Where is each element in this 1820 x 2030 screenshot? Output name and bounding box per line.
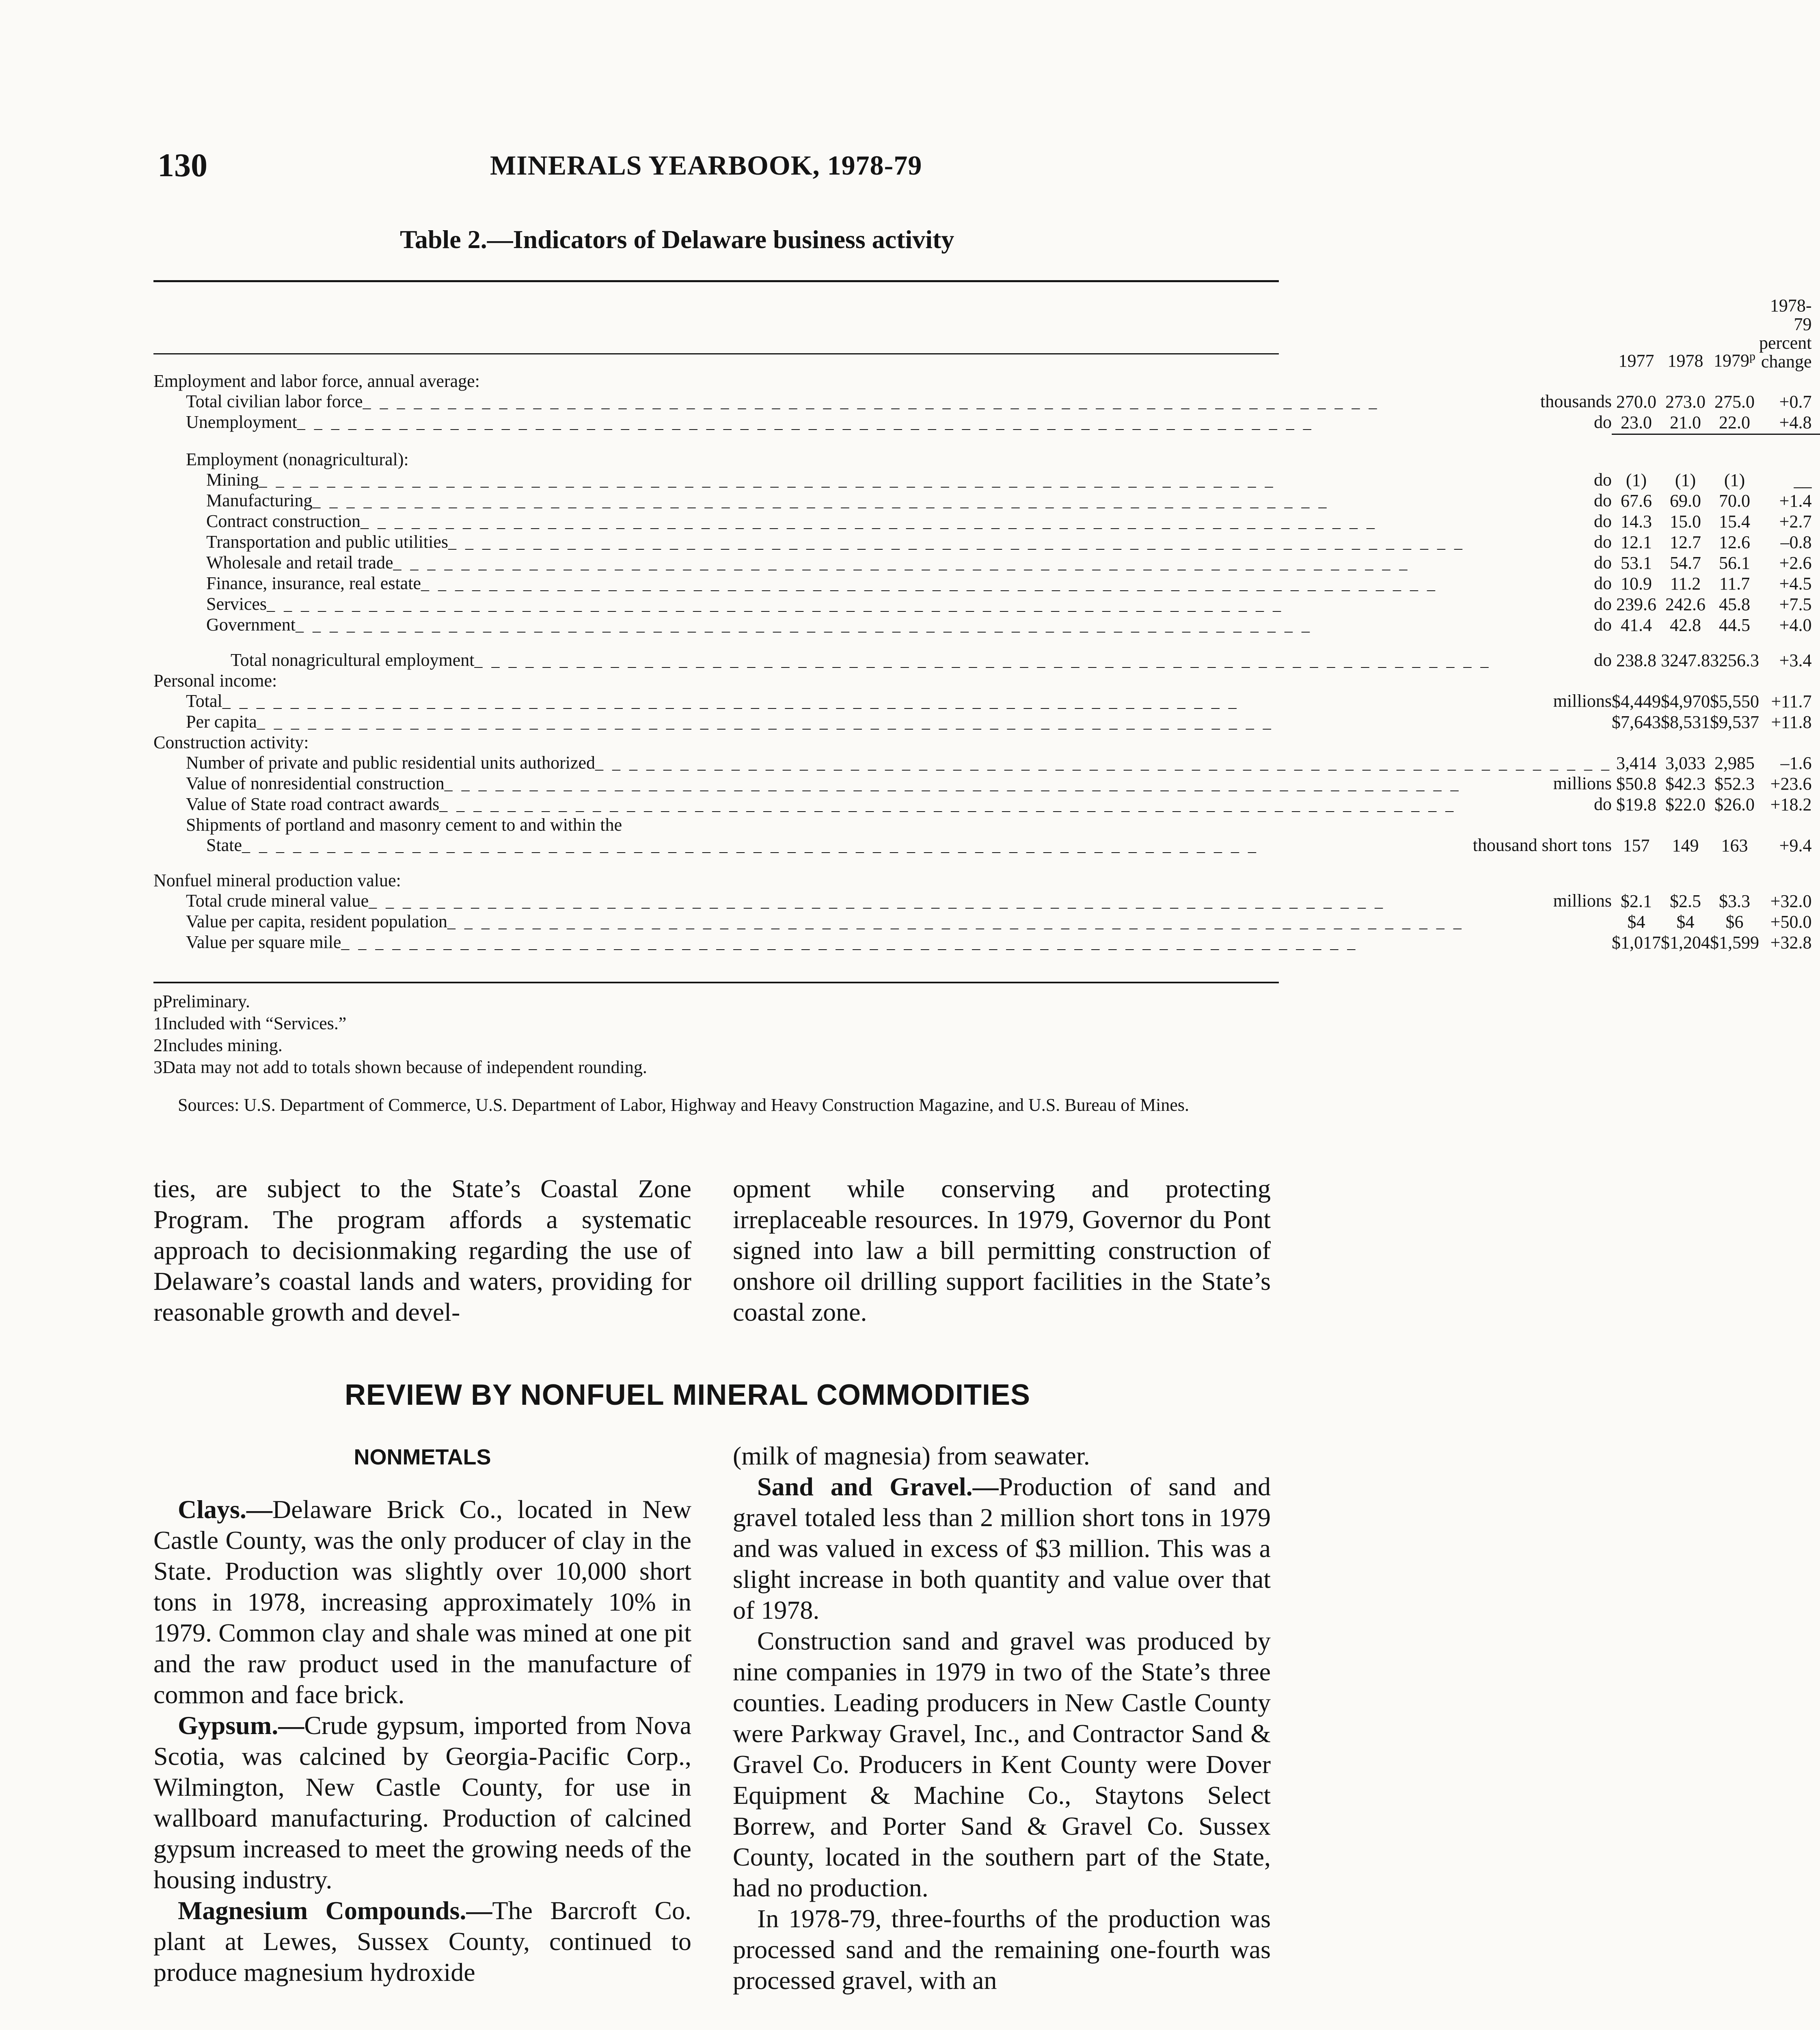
cell-value: 54.7: [1670, 553, 1701, 573]
table-row: [153, 594, 1820, 615]
row-label: Total nonagricultural employment _ _ _ _ _ _ _ _ _ _ _ _ _ _ _ _ _ _ _ _ _ _ _ _ _ _ _ _ _ _ _ _ _ _ _ _ _ _ _ _ _ _ _ _ _ _ _ _ _ _ _ _ _ _ _ _ _ _ _ _ do: [231, 650, 1612, 670]
cell-value: 163: [1721, 836, 1748, 855]
cell-value: 12.6: [1719, 532, 1751, 552]
cell-percent: [1759, 870, 1820, 891]
paragraph-coastal-zone: ties, are subject to the State’s Coastal Zone Program. The program affords a systematic approach to decisionmaking regarding the use of Delaware’s coastal lands and waters, providing for reasonable growth and devel-: [153, 1174, 691, 1326]
table-row: [153, 470, 1820, 490]
cell-value: 149: [1672, 836, 1699, 855]
cell-percent: +7.5: [1779, 594, 1812, 614]
header-1979: 1979$^p$: [1714, 350, 1756, 371]
right-column-bottom: [733, 1440, 1271, 1996]
table-row: [153, 391, 1820, 412]
row-label: Number of private and public residential units authorized _ _ _ _ _ _ _ _ _ _ _ _ _ _ _ _ _ _ _ _ _ _ _ _ _ _ _ _ _ _ _ _ _ _ _ _ _ _ _ _ _ _ _ _ _ _ _ _ _ _ _ _ _ _ _ _ _ _ _ _: [186, 753, 1612, 773]
row-label: Shipments of portland and masonry cement to and within the: [186, 815, 622, 835]
table-row: [153, 712, 1820, 732]
cell-value: 12.7: [1670, 532, 1701, 552]
cell-value: [1612, 371, 1661, 391]
table-row: [153, 891, 1820, 911]
footnote-2: 2Includes mining.: [153, 1035, 283, 1055]
leader-dashes: _ _ _ _ _ _ _ _ _ _ _ _ _ _ _ _ _ _ _ _ _ _ _ _ _ _ _ _ _ _ _ _ _ _ _ _ _ _ _ _ _ _ _ _ _ _ _ _ _ _ _ _ _ _ _ _ _ _ _ _: [474, 651, 1491, 669]
cell-value: 3,414: [1616, 753, 1657, 773]
row-label: Wholesale and retail trade _ _ _ _ _ _ _ _ _ _ _ _ _ _ _ _ _ _ _ _ _ _ _ _ _ _ _ _ _ _ _ _ _ _ _ _ _ _ _ _ _ _ _ _ _ _ _ _ _ _ _ _ _ _ _ _ _ _ _ _ do: [206, 553, 1612, 572]
paragraph-sand-gravel: Sand and Gravel.—Production of sand and gravel totaled less than 2 million short tons in 1979 and was valued in excess of $3 million. This was a slight increase in both quantity and value over that of 1978.: [733, 1472, 1271, 1624]
row-label: Services _ _ _ _ _ _ _ _ _ _ _ _ _ _ _ _ _ _ _ _ _ _ _ _ _ _ _ _ _ _ _ _ _ _ _ _ _ _ _ _ _ _ _ _ _ _ _ _ _ _ _ _ _ _ _ _ _ _ _ _ do: [206, 594, 1612, 614]
cell-value: $1,017: [1612, 933, 1661, 952]
cell-percent: [1759, 449, 1820, 470]
row-unit: do: [1594, 470, 1612, 490]
leader-dashes: _ _ _ _ _ _ _ _ _ _ _ _ _ _ _ _ _ _ _ _ _ _ _ _ _ _ _ _ _ _ _ _ _ _ _ _ _ _ _ _ _ _ _ _ _ _ _ _ _ _ _ _ _ _ _ _ _ _ _ _: [439, 795, 1456, 814]
row-unit: do: [1594, 490, 1612, 510]
row-unit: do: [1594, 553, 1612, 572]
header-1978: 1978: [1667, 351, 1703, 371]
row-unit: do: [1594, 650, 1612, 670]
row-label: Total civilian labor force _ _ _ _ _ _ _ _ _ _ _ _ _ _ _ _ _ _ _ _ _ _ _ _ _ _ _ _ _ _ _ _ _ _ _ _ _ _ _ _ _ _ _ _ _ _ _ _ _ _ _ _ _ _ _ _ _ _ _ _ thousands: [186, 391, 1612, 411]
cell-value: 2,985: [1714, 753, 1755, 773]
cell-value: 270.0: [1616, 392, 1657, 412]
table-row: [153, 490, 1820, 511]
cell-value: $3.3: [1719, 891, 1751, 911]
table-top-rule: [153, 280, 1279, 282]
cell-value: 238.8: [1616, 650, 1657, 670]
cell-percent: +11.8: [1771, 712, 1812, 732]
cell-percent: +11.7: [1771, 691, 1812, 711]
leader-dashes: _ _ _ _ _ _ _ _ _ _ _ _ _ _ _ _ _ _ _ _ _ _ _ _ _ _ _ _ _ _ _ _ _ _ _ _ _ _ _ _ _ _ _ _ _ _ _ _ _ _ _ _ _ _ _ _ _ _ _ _: [257, 713, 1274, 731]
table-row: [153, 650, 1820, 671]
runin-clays: Clays.—: [178, 1495, 272, 1524]
runin-sand-gravel: Sand and Gravel.—: [757, 1472, 999, 1501]
row-unit: do: [1594, 412, 1612, 432]
cell-value: 157: [1623, 836, 1650, 855]
cell-value: [1612, 732, 1661, 753]
cell-percent: [1759, 371, 1820, 391]
cell-value: 45.8: [1719, 594, 1751, 614]
cell-percent: +4.8: [1779, 412, 1812, 432]
leader-dashes: _ _ _ _ _ _ _ _ _ _ _ _ _ _ _ _ _ _ _ _ _ _ _ _ _ _ _ _ _ _ _ _ _ _ _ _ _ _ _ _ _ _ _ _ _ _ _ _ _ _ _ _ _ _ _ _ _ _ _ _: [595, 754, 1612, 772]
cell-value: $4,970: [1661, 691, 1710, 711]
row-label: Total _ _ _ _ _ _ _ _ _ _ _ _ _ _ _ _ _ _ _ _ _ _ _ _ _ _ _ _ _ _ _ _ _ _ _ _ _ _ _ _ _ _ _ _ _ _ _ _ _ _ _ _ _ _ _ _ _ _ _ _ millions: [186, 691, 1612, 711]
row-label: Manufacturing _ _ _ _ _ _ _ _ _ _ _ _ _ _ _ _ _ _ _ _ _ _ _ _ _ _ _ _ _ _ _ _ _ _ _ _ _ _ _ _ _ _ _ _ _ _ _ _ _ _ _ _ _ _ _ _ _ _ _ _ do: [206, 490, 1612, 510]
left-column-bottom: [153, 1494, 691, 1988]
cell-value: 12.1: [1621, 532, 1652, 552]
header-1977: 1977: [1618, 351, 1654, 371]
cell-value: $2.1: [1621, 891, 1652, 911]
row-label: Value of nonresidential construction _ _ _ _ _ _ _ _ _ _ _ _ _ _ _ _ _ _ _ _ _ _ _ _ _ _ _ _ _ _ _ _ _ _ _ _ _ _ _ _ _ _ _ _ _ _ _ _ _ _ _ _ _ _ _ _ _ _ _ _ millions: [186, 773, 1612, 793]
cell-value: 10.9: [1621, 574, 1652, 594]
cell-percent: +18.2: [1770, 795, 1812, 814]
cell-value: 3247.8: [1661, 650, 1710, 670]
cell-value: $52.3: [1714, 774, 1755, 794]
row-unit: millions: [1553, 691, 1612, 711]
cell-percent: +23.6: [1770, 774, 1812, 794]
cell-value: 53.1: [1621, 553, 1652, 573]
row-label: Government _ _ _ _ _ _ _ _ _ _ _ _ _ _ _ _ _ _ _ _ _ _ _ _ _ _ _ _ _ _ _ _ _ _ _ _ _ _ _ _ _ _ _ _ _ _ _ _ _ _ _ _ _ _ _ _ _ _ _ _ do: [206, 615, 1612, 635]
cell-value: 56.1: [1719, 553, 1751, 573]
runin-magnesium: Magnesium Compounds.—: [178, 1896, 492, 1925]
row-label: Unemployment _ _ _ _ _ _ _ _ _ _ _ _ _ _ _ _ _ _ _ _ _ _ _ _ _ _ _ _ _ _ _ _ _ _ _ _ _ _ _ _ _ _ _ _ _ _ _ _ _ _ _ _ _ _ _ _ _ _ _ _ do: [186, 412, 1612, 432]
cell-value: [1710, 671, 1759, 691]
cell-percent: +50.0: [1770, 912, 1812, 932]
leader-dashes: _ _ _ _ _ _ _ _ _ _ _ _ _ _ _ _ _ _ _ _ _ _ _ _ _ _ _ _ _ _ _ _ _ _ _ _ _ _ _ _ _ _ _ _ _ _ _ _ _ _ _ _ _ _ _ _ _ _ _ _: [222, 692, 1239, 710]
cell-value: (1): [1724, 470, 1745, 490]
table-row: [153, 671, 1820, 691]
row-label: Value per capita, resident population _ _ _ _ _ _ _ _ _ _ _ _ _ _ _ _ _ _ _ _ _ _ _ _ _ _ _ _ _ _ _ _ _ _ _ _ _ _ _ _ _ _ _ _ _ _ _ _ _ _ _ _ _ _ _ _ _ _ _ _: [153, 911, 1612, 932]
row-label: Per capita _ _ _ _ _ _ _ _ _ _ _ _ _ _ _ _ _ _ _ _ _ _ _ _ _ _ _ _ _ _ _ _ _ _ _ _ _ _ _ _ _ _ _ _ _ _ _ _ _ _ _ _ _ _ _ _ _ _ _ _: [153, 712, 1612, 732]
cell-value: $2.5: [1670, 891, 1701, 911]
table-row: [153, 815, 1820, 835]
cell-value: [1710, 870, 1759, 891]
cell-value: (1): [1675, 470, 1696, 490]
leader-dashes: _ _ _ _ _ _ _ _ _ _ _ _ _ _ _ _ _ _ _ _ _ _ _ _ _ _ _ _ _ _ _ _ _ _ _ _ _ _ _ _ _ _ _ _ _ _ _ _ _ _ _ _ _ _ _ _ _ _ _ _: [267, 595, 1284, 613]
leader-dashes: _ _ _ _ _ _ _ _ _ _ _ _ _ _ _ _ _ _ _ _ _ _ _ _ _ _ _ _ _ _ _ _ _ _ _ _ _ _ _ _ _ _ _ _ _ _ _ _ _ _ _ _ _ _ _ _ _ _ _ _: [295, 616, 1312, 634]
subheading-nonmetals: NONMETALS: [354, 1445, 491, 1469]
leader-dashes: _ _ _ _ _ _ _ _ _ _ _ _ _ _ _ _ _ _ _ _ _ _ _ _ _ _ _ _ _ _ _ _ _ _ _ _ _ _ _ _ _ _ _ _ _ _ _ _ _ _ _ _ _ _ _ _ _ _ _ _: [341, 933, 1358, 952]
paragraph-coastal-zone-cont: opment while conserving and protecting irreplaceable resources. In 1979, Governor du Pont signed into law a bill permitting construction of onshore oil drilling support facilities in the State’s coastal zone.: [733, 1174, 1271, 1326]
row-unit: millions: [1553, 891, 1612, 911]
leader-dashes: _ _ _ _ _ _ _ _ _ _ _ _ _ _ _ _ _ _ _ _ _ _ _ _ _ _ _ _ _ _ _ _ _ _ _ _ _ _ _ _ _ _ _ _ _ _ _ _ _ _ _ _ _ _ _ _ _ _ _ _: [361, 512, 1377, 531]
cell-percent: +3.4: [1779, 650, 1812, 670]
row-label: Employment and labor force, annual average:: [153, 371, 480, 391]
table-row: [153, 870, 1820, 891]
row-label: Construction activity:: [153, 732, 309, 752]
footnote-1: 1Included with “Services.”: [153, 1013, 347, 1033]
section-heading: REVIEW BY NONFUEL MINERAL COMMODITIES: [344, 1379, 1031, 1411]
table-header-row: [153, 296, 1820, 371]
cell-value: [1661, 671, 1710, 691]
cell-value: 22.0: [1719, 412, 1751, 432]
cell-value: 273.0: [1665, 392, 1706, 412]
cell-value: 275.0: [1714, 392, 1755, 412]
indicators-table: [153, 296, 1820, 953]
paragraph-magnesium-cont: (milk of magnesia) from seawater.: [733, 1441, 1090, 1470]
cell-value: $8,531: [1661, 712, 1710, 732]
cell-value: 21.0: [1670, 412, 1701, 432]
leader-dashes: _ _ _ _ _ _ _ _ _ _ _ _ _ _ _ _ _ _ _ _ _ _ _ _ _ _ _ _ _ _ _ _ _ _ _ _ _ _ _ _ _ _ _ _ _ _ _ _ _ _ _ _ _ _ _ _ _ _ _ _: [393, 554, 1410, 572]
cell-value: [1661, 870, 1710, 891]
cell-value: 44.5: [1719, 615, 1751, 635]
table-row: [153, 553, 1820, 573]
paragraph-processed: In 1978-79, three-fourths of the production was processed sand and the remaining one-fourth was processed gravel, with an: [733, 1904, 1271, 1995]
row-unit: millions: [1553, 773, 1612, 793]
header-percent-change: 1978-79 percent change: [1759, 296, 1812, 371]
leader-dashes: _ _ _ _ _ _ _ _ _ _ _ _ _ _ _ _ _ _ _ _ _ _ _ _ _ _ _ _ _ _ _ _ _ _ _ _ _ _ _ _ _ _ _ _ _ _ _ _ _ _ _ _ _ _ _ _ _ _ _ _: [363, 393, 1380, 411]
cell-value: 242.6: [1665, 594, 1706, 614]
cell-value: 3,033: [1665, 753, 1706, 773]
table-title: Table 2.—Indicators of Delaware business activity: [400, 225, 954, 254]
table-row: [153, 932, 1820, 953]
cell-value: 70.0: [1719, 491, 1751, 511]
row-label: Value per square mile _ _ _ _ _ _ _ _ _ _ _ _ _ _ _ _ _ _ _ _ _ _ _ _ _ _ _ _ _ _ _ _ _ _ _ _ _ _ _ _ _ _ _ _ _ _ _ _ _ _ _ _ _ _ _ _ _ _ _ _: [153, 932, 1612, 953]
cell-percent: [1759, 671, 1820, 691]
row-unit: do: [1594, 794, 1612, 814]
cell-value: [1710, 371, 1759, 391]
cell-value: [1612, 449, 1661, 470]
cell-percent: +32.8: [1770, 933, 1812, 952]
cell-value: 15.0: [1670, 512, 1701, 531]
cell-percent: +1.4: [1779, 491, 1812, 511]
row-unit: do: [1594, 511, 1612, 531]
table-row: [153, 449, 1820, 470]
row-label: Nonfuel mineral production value:: [153, 870, 401, 890]
row-unit: do: [1594, 532, 1612, 552]
table-footnotes: [153, 991, 1279, 1078]
cell-value: $4: [1627, 912, 1645, 932]
leader-dashes: _ _ _ _ _ _ _ _ _ _ _ _ _ _ _ _ _ _ _ _ _ _ _ _ _ _ _ _ _ _ _ _ _ _ _ _ _ _ _ _ _ _ _ _ _ _ _ _ _ _ _ _ _ _ _ _ _ _ _ _: [369, 892, 1386, 910]
cell-value: [1710, 732, 1759, 753]
cell-value: $42.3: [1665, 774, 1706, 794]
leader-dashes: _ _ _ _ _ _ _ _ _ _ _ _ _ _ _ _ _ _ _ _ _ _ _ _ _ _ _ _ _ _ _ _ _ _ _ _ _ _ _ _ _ _ _ _ _ _ _ _ _ _ _ _ _ _ _ _ _ _ _ _: [444, 775, 1461, 793]
cell-value: 11.7: [1719, 574, 1750, 594]
leader-dashes: _ _ _ _ _ _ _ _ _ _ _ _ _ _ _ _ _ _ _ _ _ _ _ _ _ _ _ _ _ _ _ _ _ _ _ _ _ _ _ _ _ _ _ _ _ _ _ _ _ _ _ _ _ _ _ _ _ _ _ _: [448, 533, 1465, 551]
cell-percent: –0.8: [1780, 532, 1812, 552]
runin-gypsum: Gypsum.—: [178, 1711, 304, 1740]
cell-value: $5,550: [1710, 691, 1760, 711]
cell-percent: +2.6: [1779, 553, 1812, 573]
cell-percent: +9.4: [1779, 836, 1812, 855]
cell-value: [1612, 671, 1661, 691]
cell-value: [1661, 732, 1710, 753]
cell-value: [1612, 870, 1661, 891]
row-label: Finance, insurance, real estate _ _ _ _ _ _ _ _ _ _ _ _ _ _ _ _ _ _ _ _ _ _ _ _ _ _ _ _ _ _ _ _ _ _ _ _ _ _ _ _ _ _ _ _ _ _ _ _ _ _ _ _ _ _ _ _ _ _ _ _ do: [206, 573, 1612, 593]
leader-dashes: _ _ _ _ _ _ _ _ _ _ _ _ _ _ _ _ _ _ _ _ _ _ _ _ _ _ _ _ _ _ _ _ _ _ _ _ _ _ _ _ _ _ _ _ _ _ _ _ _ _ _ _ _ _ _ _ _ _ _ _: [447, 913, 1464, 931]
right-column-top: [733, 1173, 1271, 1328]
cell-value: [1661, 815, 1710, 835]
cell-value: [1710, 815, 1759, 835]
page-number: 130: [158, 147, 207, 184]
paragraph-magnesium: Magnesium Compounds.—The Barcroft Co. plant at Lewes, Sussex County, continued to produce magnesium hydroxide: [153, 1896, 691, 1987]
cell-value: $4,449: [1612, 691, 1661, 711]
cell-value: 14.3: [1621, 512, 1652, 531]
cell-value: (1): [1626, 470, 1647, 490]
cell-value: $22.0: [1665, 795, 1706, 814]
cell-value: $50.8: [1616, 774, 1657, 794]
cell-value: 42.8: [1670, 615, 1701, 635]
leader-dashes: _ _ _ _ _ _ _ _ _ _ _ _ _ _ _ _ _ _ _ _ _ _ _ _ _ _ _ _ _ _ _ _ _ _ _ _ _ _ _ _ _ _ _ _ _ _ _ _ _ _ _ _ _ _ _ _ _ _ _ _: [297, 413, 1314, 432]
cell-value: $7,643: [1612, 712, 1661, 732]
row-label: Personal income:: [153, 671, 277, 691]
cell-value: [1661, 371, 1710, 391]
cell-percent: +0.7: [1779, 392, 1812, 412]
table-row: [153, 773, 1820, 794]
cell-percent: +32.0: [1770, 891, 1812, 911]
cell-value: [1661, 449, 1710, 470]
cell-percent: [1759, 815, 1820, 835]
paragraph-gypsum: Gypsum.—Crude gypsum, imported from Nova Scotia, was calcined by Georgia-Pacific Corp., Wilmington, New Castle County, for use in wallboard manufacturing. Production of calcined gypsum increased to meet the growing needs of the housing industry.: [153, 1711, 691, 1894]
cell-value: [1612, 815, 1661, 835]
cell-value: $6: [1725, 912, 1744, 932]
table-row: [153, 835, 1820, 856]
row-label: Value of State road contract awards _ _ _ _ _ _ _ _ _ _ _ _ _ _ _ _ _ _ _ _ _ _ _ _ _ _ _ _ _ _ _ _ _ _ _ _ _ _ _ _ _ _ _ _ _ _ _ _ _ _ _ _ _ _ _ _ _ _ _ _ do: [186, 794, 1612, 814]
paragraph-clays: Clays.—Delaware Brick Co., located in New Castle County, was the only producer of clay in the State. Production was slightly over 10,000 short tons in 1978, increasing approximately 10% in 1979. Common clay and shale was mined at one pit and the raw product used in the manufacture of common and face brick.: [153, 1495, 691, 1709]
cell-value: $4: [1676, 912, 1695, 932]
cell-percent: +4.0: [1779, 615, 1812, 635]
cell-percent: __: [1794, 470, 1812, 490]
leader-dashes: _ _ _ _ _ _ _ _ _ _ _ _ _ _ _ _ _ _ _ _ _ _ _ _ _ _ _ _ _ _ _ _ _ _ _ _ _ _ _ _ _ _ _ _ _ _ _ _ _ _ _ _ _ _ _ _ _ _ _ _: [421, 574, 1438, 593]
cell-value: 41.4: [1621, 615, 1652, 635]
table-row: [153, 371, 1820, 391]
cell-percent: +2.7: [1779, 512, 1812, 531]
cell-value: $1,204: [1661, 933, 1710, 952]
cell-value: $1,599: [1710, 933, 1760, 952]
cell-percent: [1759, 732, 1820, 753]
row-unit: do: [1594, 594, 1612, 614]
row-label: Total crude mineral value _ _ _ _ _ _ _ _ _ _ _ _ _ _ _ _ _ _ _ _ _ _ _ _ _ _ _ _ _ _ _ _ _ _ _ _ _ _ _ _ _ _ _ _ _ _ _ _ _ _ _ _ _ _ _ _ _ _ _ _ millions: [186, 891, 1612, 911]
table-bottom-rule: [153, 982, 1279, 983]
row-unit: thousand short tons: [1472, 835, 1612, 855]
table-row: [153, 511, 1820, 532]
table-row: [153, 753, 1820, 773]
cell-value: 69.0: [1670, 491, 1701, 511]
footnote-3: 3Data may not add to totals shown because of independent rounding.: [153, 1057, 647, 1077]
cell-value: 239.6: [1616, 594, 1657, 614]
table-row: [153, 615, 1820, 635]
leader-dashes: _ _ _ _ _ _ _ _ _ _ _ _ _ _ _ _ _ _ _ _ _ _ _ _ _ _ _ _ _ _ _ _ _ _ _ _ _ _ _ _ _ _ _ _ _ _ _ _ _ _ _ _ _ _ _ _ _ _ _ _: [312, 492, 1329, 510]
leader-dashes: _ _ _ _ _ _ _ _ _ _ _ _ _ _ _ _ _ _ _ _ _ _ _ _ _ _ _ _ _ _ _ _ _ _ _ _ _ _ _ _ _ _ _ _ _ _ _ _ _ _ _ _ _ _ _ _ _ _ _ _: [242, 836, 1259, 855]
row-label: Employment (nonagricultural):: [186, 449, 409, 469]
row-unit: thousands: [1540, 391, 1612, 411]
table-row: [153, 911, 1820, 932]
cell-value: $26.0: [1714, 795, 1755, 814]
table-row: [153, 794, 1820, 815]
cell-value: 11.2: [1670, 574, 1701, 594]
row-unit: do: [1594, 615, 1612, 635]
row-label: Mining _ _ _ _ _ _ _ _ _ _ _ _ _ _ _ _ _ _ _ _ _ _ _ _ _ _ _ _ _ _ _ _ _ _ _ _ _ _ _ _ _ _ _ _ _ _ _ _ _ _ _ _ _ _ _ _ _ _ _ _ do: [206, 470, 1612, 490]
cell-value: 23.0: [1621, 412, 1652, 432]
cell-value: [1710, 449, 1759, 470]
row-unit: do: [1594, 573, 1612, 593]
row-label: Transportation and public utilities _ _ _ _ _ _ _ _ _ _ _ _ _ _ _ _ _ _ _ _ _ _ _ _ _ _ _ _ _ _ _ _ _ _ _ _ _ _ _ _ _ _ _ _ _ _ _ _ _ _ _ _ _ _ _ _ _ _ _ _ do: [206, 532, 1612, 552]
cell-value: 15.4: [1719, 512, 1751, 531]
row-label: Contract construction _ _ _ _ _ _ _ _ _ _ _ _ _ _ _ _ _ _ _ _ _ _ _ _ _ _ _ _ _ _ _ _ _ _ _ _ _ _ _ _ _ _ _ _ _ _ _ _ _ _ _ _ _ _ _ _ _ _ _ _ do: [206, 511, 1612, 531]
cell-value: 67.6: [1621, 491, 1652, 511]
table-row: [153, 573, 1820, 594]
table-sources: Sources: U.S. Department of Commerce, U.S. Department of Labor, Highway and Heavy Construction Magazine, and U.S. Bureau of Mines.: [178, 1095, 1189, 1115]
paragraph-construction-sand: Construction sand and gravel was produced by nine companies in 1979 in two of the State’s three counties. Leading producers in New Castle County were Parkway Gravel, Inc., and Contractor Sand & Gravel Co. Producers in Kent County were Dover Equipment & Machine Co., Staytons Select Borrew, and Porter Sand & Gravel Co. Sussex County, located in the southern part of the State, had no production.: [733, 1626, 1271, 1902]
cell-percent: –1.6: [1780, 753, 1812, 773]
cell-value: 3256.3: [1710, 650, 1760, 670]
cell-value: $9,537: [1710, 712, 1760, 732]
table-row: [153, 691, 1820, 712]
leader-dashes: _ _ _ _ _ _ _ _ _ _ _ _ _ _ _ _ _ _ _ _ _ _ _ _ _ _ _ _ _ _ _ _ _ _ _ _ _ _ _ _ _ _ _ _ _ _ _ _ _ _ _ _ _ _ _ _ _ _ _ _: [259, 471, 1276, 489]
table-row: [153, 532, 1820, 553]
footnote-preliminary: pPreliminary.: [153, 991, 250, 1011]
cell-value: $19.8: [1616, 795, 1657, 814]
running-head: MINERALS YEARBOOK, 1978-79: [490, 150, 922, 181]
row-label: State _ _ _ _ _ _ _ _ _ _ _ _ _ _ _ _ _ _ _ _ _ _ _ _ _ _ _ _ _ _ _ _ _ _ _ _ _ _ _ _ _ _ _ _ _ _ _ _ _ _ _ _ _ _ _ _ _ _ _ _ thousand short tons: [206, 835, 1612, 855]
table-row: [153, 412, 1820, 433]
cell-percent: +4.5: [1779, 574, 1812, 594]
table-row: [153, 732, 1820, 753]
left-column-top: [153, 1173, 691, 1328]
